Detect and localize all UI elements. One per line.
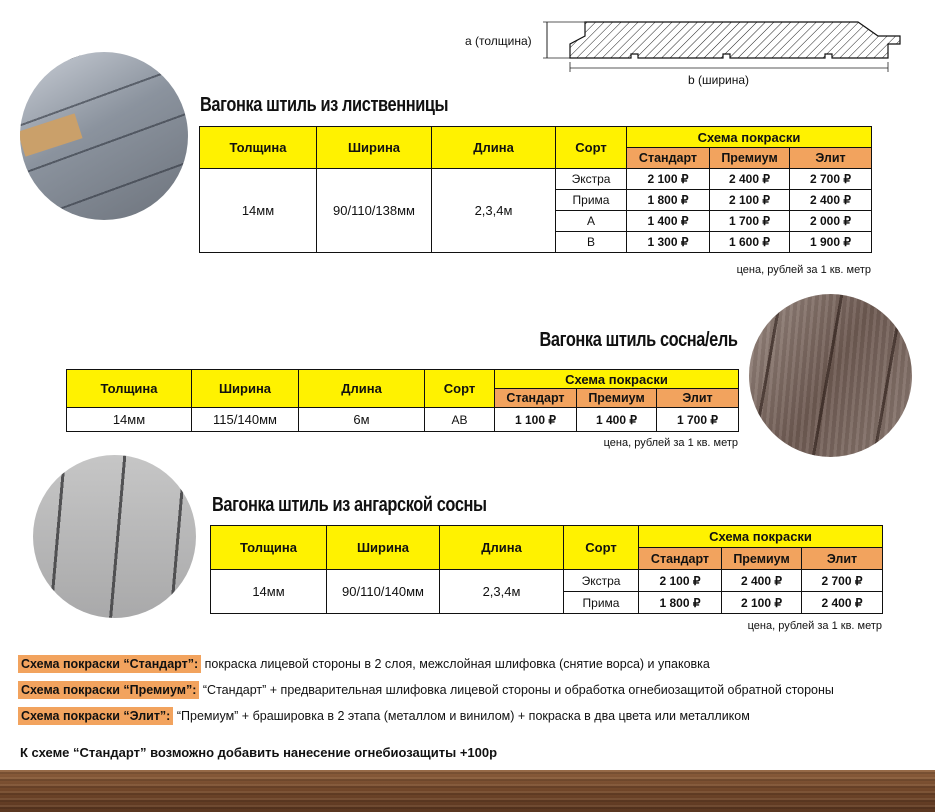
legend-text: “Премиум” + брашировка в 2 этапа (металлом и винилом) + покраска в два цвета или металликом xyxy=(176,709,750,723)
thickness-value: 14мм xyxy=(211,570,327,614)
header-paint-scheme: Схема покраски xyxy=(495,370,739,389)
legend-text: покраска лицевой стороны в 2 слоя, межслойная шлифовка (снятие ворса) и упаковка xyxy=(204,657,710,671)
price-cell: 1 800 ₽ xyxy=(627,190,710,211)
price-cell: 1 300 ₽ xyxy=(627,232,710,253)
grade-cell: АВ xyxy=(425,408,495,432)
thickness-label: a (толщина) xyxy=(465,34,532,48)
price-cell: 2 400 ₽ xyxy=(802,592,883,614)
larch-board-photo xyxy=(20,52,188,220)
price-unit-note: цена, рублей за 1 кв. метр xyxy=(747,620,882,632)
fire-protection-footnote: К схеме “Стандарт” возможно добавить нанесение огнебиозащиты +100р xyxy=(20,745,498,760)
header-width: Ширина xyxy=(317,127,432,169)
price-cell: 1 100 ₽ xyxy=(495,408,577,432)
header-elite: Элит xyxy=(657,389,739,408)
wood-texture-strip xyxy=(0,770,935,812)
legend-tag: Схема покраски “Стандарт”: xyxy=(18,655,201,673)
header-paint-scheme: Схема покраски xyxy=(639,526,883,548)
price-cell: 2 000 ₽ xyxy=(790,211,872,232)
header-elite: Элит xyxy=(802,548,883,570)
length-value: 6м xyxy=(299,408,425,432)
header-length: Длина xyxy=(299,370,425,408)
price-table-angara-pine xyxy=(210,525,883,614)
price-cell: 1 900 ₽ xyxy=(790,232,872,253)
grade-cell: А xyxy=(556,211,627,232)
price-cell: 2 700 ₽ xyxy=(790,169,872,190)
board-profile-drawing xyxy=(540,18,910,80)
section-title: Вагонка штиль из ангарской сосны xyxy=(212,494,487,516)
price-cell: 1 400 ₽ xyxy=(627,211,710,232)
header-premium: Премиум xyxy=(710,148,790,169)
price-cell: 2 400 ₽ xyxy=(710,169,790,190)
header-width: Ширина xyxy=(327,526,440,570)
price-cell: 1 800 ₽ xyxy=(639,592,722,614)
price-cell: 1 400 ₽ xyxy=(577,408,657,432)
price-cell: 2 100 ₽ xyxy=(710,190,790,211)
grade-cell: Экстра xyxy=(564,570,639,592)
price-unit-note: цена, рублей за 1 кв. метр xyxy=(736,264,871,276)
header-standard: Стандарт xyxy=(495,389,577,408)
grade-cell: Экстра xyxy=(556,169,627,190)
header-standard: Стандарт xyxy=(627,148,710,169)
price-unit-note: цена, рублей за 1 кв. метр xyxy=(603,437,738,449)
legend-premium xyxy=(18,683,834,697)
width-value: 115/140мм xyxy=(192,408,299,432)
price-cell: 2 400 ₽ xyxy=(790,190,872,211)
header-thickness: Толщина xyxy=(211,526,327,570)
legend-text: “Стандарт” + предварительная шлифовка лицевой стороны и обработка огнебиозащитой обратной стороны xyxy=(202,683,834,697)
grade-cell: Прима xyxy=(564,592,639,614)
header-width: Ширина xyxy=(192,370,299,408)
thickness-value: 14мм xyxy=(200,169,317,253)
grade-cell: Прима xyxy=(556,190,627,211)
price-cell: 1 700 ₽ xyxy=(710,211,790,232)
header-grade: Сорт xyxy=(564,526,639,570)
width-value: 90/110/140мм xyxy=(327,570,440,614)
header-premium: Премиум xyxy=(577,389,657,408)
thickness-value: 14мм xyxy=(67,408,192,432)
header-elite: Элит xyxy=(790,148,872,169)
section-title: Вагонка штиль из лиственницы xyxy=(200,94,449,116)
legend-elite xyxy=(18,709,750,723)
legend-standard xyxy=(18,657,710,671)
header-length: Длина xyxy=(432,127,556,169)
price-cell: 2 400 ₽ xyxy=(722,570,802,592)
pine-board-photo xyxy=(749,294,912,457)
legend-tag: Схема покраски “Элит”: xyxy=(18,707,173,725)
grade-cell: В xyxy=(556,232,627,253)
price-table-pine xyxy=(66,369,739,432)
header-paint-scheme: Схема покраски xyxy=(627,127,872,148)
header-premium: Премиум xyxy=(722,548,802,570)
price-table-larch xyxy=(199,126,872,253)
angara-pine-board-photo xyxy=(33,455,196,618)
width-label: b (ширина) xyxy=(688,73,750,87)
header-length: Длина xyxy=(440,526,564,570)
width-value: 90/110/138мм xyxy=(317,169,432,253)
section-title: Вагонка штиль сосна/ель xyxy=(539,329,738,351)
price-cell: 2 100 ₽ xyxy=(722,592,802,614)
header-standard: Стандарт xyxy=(639,548,722,570)
price-cell: 1 600 ₽ xyxy=(710,232,790,253)
header-thickness: Толщина xyxy=(200,127,317,169)
length-value: 2,3,4м xyxy=(432,169,556,253)
length-value: 2,3,4м xyxy=(440,570,564,614)
header-grade: Сорт xyxy=(425,370,495,408)
header-grade: Сорт xyxy=(556,127,627,169)
price-cell: 2 700 ₽ xyxy=(802,570,883,592)
price-cell: 2 100 ₽ xyxy=(639,570,722,592)
price-cell: 1 700 ₽ xyxy=(657,408,739,432)
price-cell: 2 100 ₽ xyxy=(627,169,710,190)
legend-tag: Схема покраски “Премиум”: xyxy=(18,681,199,699)
header-thickness: Толщина xyxy=(67,370,192,408)
